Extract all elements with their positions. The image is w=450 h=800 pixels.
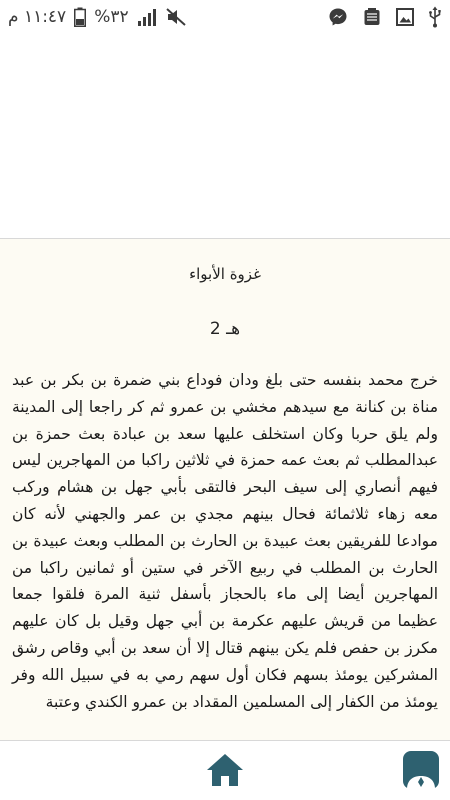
signal-icon [137,7,157,27]
home-button[interactable] [202,747,248,793]
messenger-icon [328,7,348,27]
avatar-icon [401,749,441,791]
mute-icon [165,7,187,27]
clock: ١١:٤٧ م [8,6,67,27]
archive-icon [362,7,382,27]
battery-icon [74,7,86,27]
avatar-button[interactable] [398,747,444,793]
usb-icon [428,6,442,28]
article-subtitle: 2 هـ [209,319,241,339]
blank-area [0,33,450,238]
status-bar [0,0,450,33]
battery-percent: %٣٢ [94,6,129,27]
bottom-nav [0,741,450,800]
article-body: خرج محمد بنفسه حتى بلغ ودان فوداع بني ضمرة بن بكر بن عبد مناة بن كنانة مع سيدهم مخشي بن عمرو ثم كر راجعا إلى المدينة ولم يلق حربا وكان استخلف عليها سعد بن عبادة بعث حمزة بن عبدالمطلب ثم بعث عمه حمزة في ثلاثين راكبا من المهاجرين ليس فيهم أنصاري إلى سيف البحر فالتقى بأبي جهل بن هشام وركب معه زهاء ثلاثمائة فحال بينهم مجدي بن عمر والجهني لأنه كان موادعا للفريقين بعث عبيدة بن الحارث بن المطلب وبعث عبيدة بن الحارث بن المطلب في ربيع الآخر في ستين أو ثمانين راكبا من المهاجرين أيضا إلى ماء بالحجاز بأسفل ثنية المرة فلقوا جمعا عظيما من قريش عليهم عكرمة بن أبي جهل وقيل بل كان عليهم مكرز بن حفص فلم يكن بينهم قتال إلا أن سعد بن أبي وقاص رشق المشركين يومئذ بسهم فكان أول سهم رمي به في سبيل الله وفر يومئذ من الكفار إلى المسلمين المقداد بن عمرو الكندي وعتبة [12,371,438,711]
status-bar-right [328,6,442,28]
status-bar-left [8,7,187,27]
article-title: غزوة الأبواء [189,265,261,283]
home-icon [205,750,245,790]
image-icon [396,8,414,26]
article-content[interactable] [0,239,450,740]
